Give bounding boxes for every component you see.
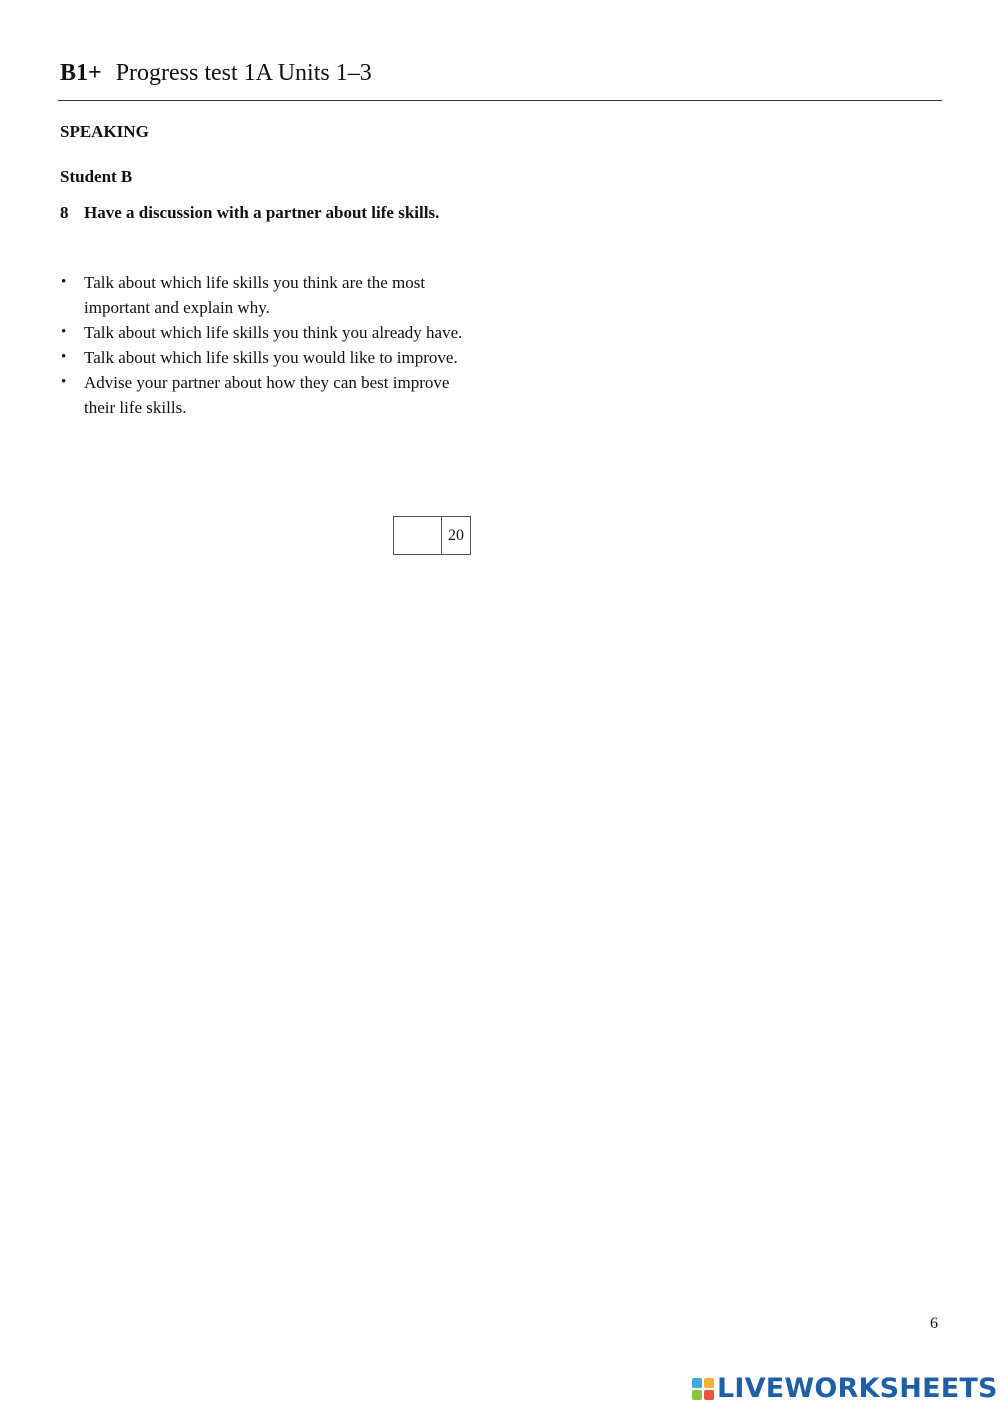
task-item (60, 270, 464, 320)
watermark-text: LIVEWORKSHEETS (717, 1373, 998, 1404)
task-item (60, 320, 464, 345)
student-label: Student B (60, 167, 133, 186)
task-item (60, 370, 464, 420)
question-8 (60, 200, 480, 225)
score-input-cell[interactable] (394, 517, 442, 554)
task-text: Talk about which life skills you think you already have. (84, 323, 463, 342)
logo-square (692, 1390, 702, 1400)
logo-square (704, 1390, 714, 1400)
score-box (393, 516, 471, 555)
logo-square (704, 1378, 714, 1388)
header-divider (58, 100, 942, 101)
task-item (60, 345, 464, 370)
task-list (60, 270, 480, 420)
liveworksheets-watermark (692, 1374, 998, 1404)
page-header (60, 58, 372, 88)
bullet-icon: • (61, 374, 67, 390)
logo-square (692, 1378, 702, 1388)
level-label: B1+ (60, 60, 102, 86)
bullet-icon: • (61, 274, 67, 290)
bullet-icon: • (61, 349, 67, 365)
section-title: SPEAKING (60, 122, 149, 141)
score-max: 20 (448, 526, 464, 544)
task-text: Advise your partner about how they can best improve their life skills. (84, 373, 450, 417)
page-number: 6 (930, 1315, 938, 1332)
test-title: Progress test 1A Units 1–3 (115, 60, 372, 86)
question-text: Have a discussion with a partner about life skills. (84, 203, 440, 222)
task-text: Talk about which life skills you would like to improve. (84, 348, 458, 367)
task-text: Talk about which life skills you think are the most important and explain why. (84, 273, 426, 317)
liveworksheets-logo-icon (692, 1378, 714, 1400)
bullet-icon: • (61, 324, 67, 340)
question-number: 8 (60, 203, 69, 222)
